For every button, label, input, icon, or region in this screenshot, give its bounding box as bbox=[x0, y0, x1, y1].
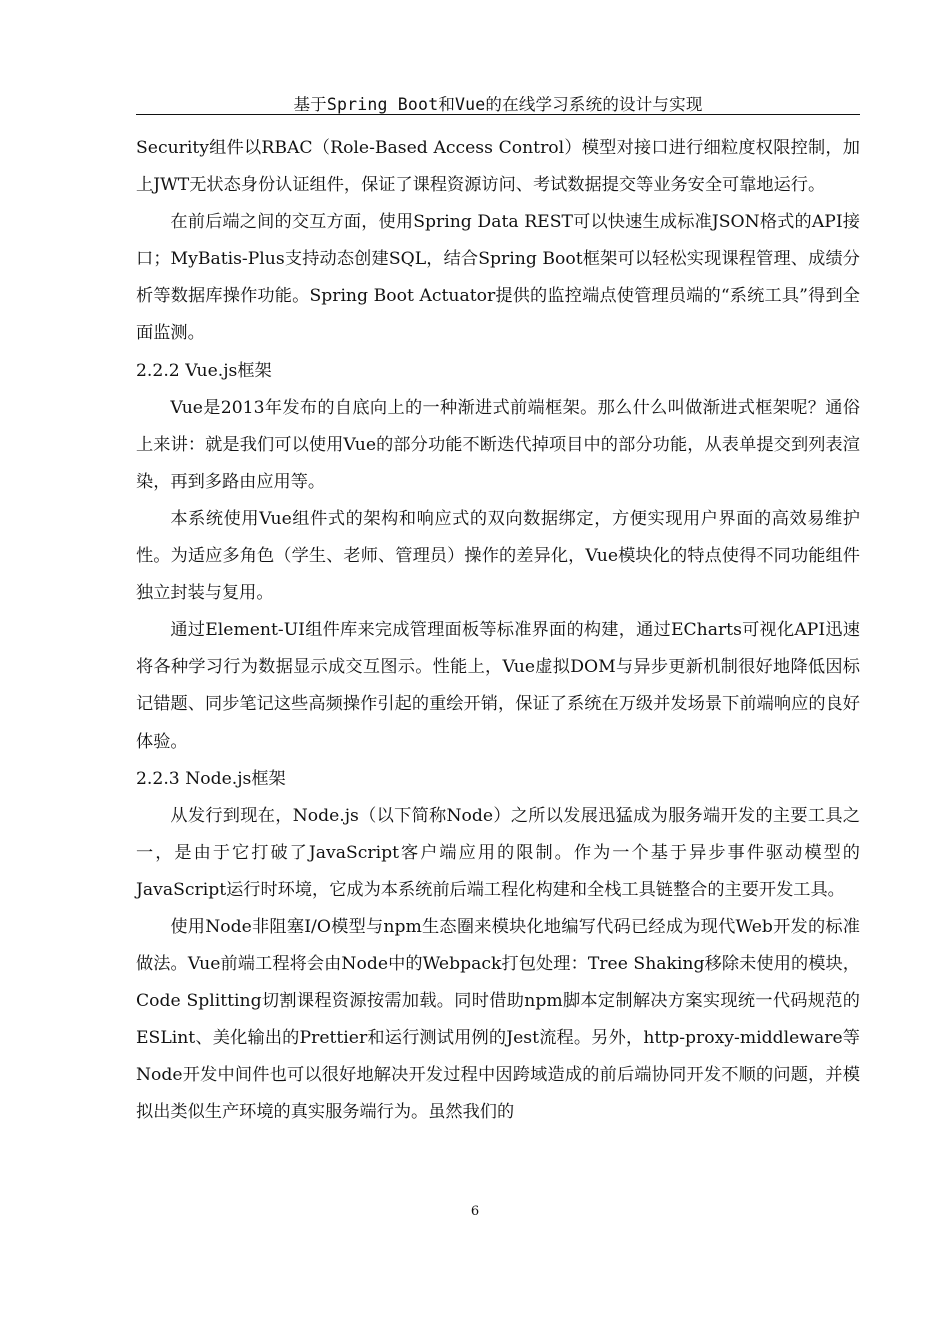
body-text bbox=[136, 130, 860, 1132]
header-rule bbox=[136, 114, 860, 115]
page-number: 6 bbox=[470, 1204, 480, 1219]
paragraph: 通过Element-UI组件库来完成管理面板等标准界面的构建，通过ECharts可视化API迅速将各种学习行为数据显示成交互图示。性能上，Vue虚拟DOM与异步更新机制很好地降低因标记错题、同步笔记这些高频操作引起的重绘开销，保证了系统在万级并发场景下前端响应的良好体验。 bbox=[136, 620, 860, 752]
section-heading-node: 2.2.3 Node.js框架 bbox=[136, 768, 286, 789]
running-header-title: 基于Spring Boot和Vue的在线学习系统的设计与实现 bbox=[293, 95, 703, 114]
paragraph: 在前后端之间的交互方面，使用Spring Data REST可以快速生成标准JSON格式的API接口；MyBatis-Plus支持动态创建SQL，结合Spring Boot框架可以轻松实现课程管理、成绩分析等数据库操作功能。Spring Boot Actuator提供的监控端点使管理员端的“系统工具”得到全面监测。 bbox=[136, 212, 860, 344]
section-heading-vue: 2.2.2 Vue.js框架 bbox=[136, 360, 272, 381]
paragraph: 使用Node非阻塞I/O模型与npm生态圈来模块化地编写代码已经成为现代Web开发的标准做法。Vue前端工程将会由Node中的Webpack打包处理：Tree Shaking移除未使用的模块，Code Splitting切割课程资源按需加载。同时借助npm脚本定制解决方案实现统一代码规范的ESLint、美化输出的Prettier和运行测试用例的Jest流程。另外，http-proxy-middleware等Node开发中间件也可以很好地解决开发过程中因跨域造成的前后端协同开发不顺的问题，并模拟出类似生产环境的真实服务端行为。虽然我们的 bbox=[136, 916, 860, 1123]
paragraph: 从发行到现在，Node.js（以下简称Node）之所以发展迅猛成为服务端开发的主要工具之一，是由于它打破了JavaScript客户端应用的限制。作为一个基于异步事件驱动模型的JavaScript运行时环境，它成为本系统前后端工程化构建和全栈工具链整合的主要开发工具。 bbox=[136, 805, 860, 900]
paragraph: 本系统使用Vue组件式的架构和响应式的双向数据绑定，方便实现用户界面的高效易维护性。为适应多角色（学生、老师、管理员）操作的差异化，Vue模块化的特点使得不同功能组件独立封装与复用。 bbox=[136, 508, 860, 604]
paragraph-continued: Security组件以RBAC（Role-Based Access Control）模型对接口进行细粒度权限控制，加上JWT无状态身份认证组件，保证了课程资源访问、考试数据提交等业务安全可靠地运行。 bbox=[136, 138, 860, 196]
paragraph: Vue是2013年发布的自底向上的一种渐进式前端框架。那么什么叫做渐进式框架呢？通俗上来讲：就是我们可以使用Vue的部分功能不断迭代掉项目中的部分功能，从表单提交到列表渲染，再到多路由应用等。 bbox=[136, 397, 860, 492]
